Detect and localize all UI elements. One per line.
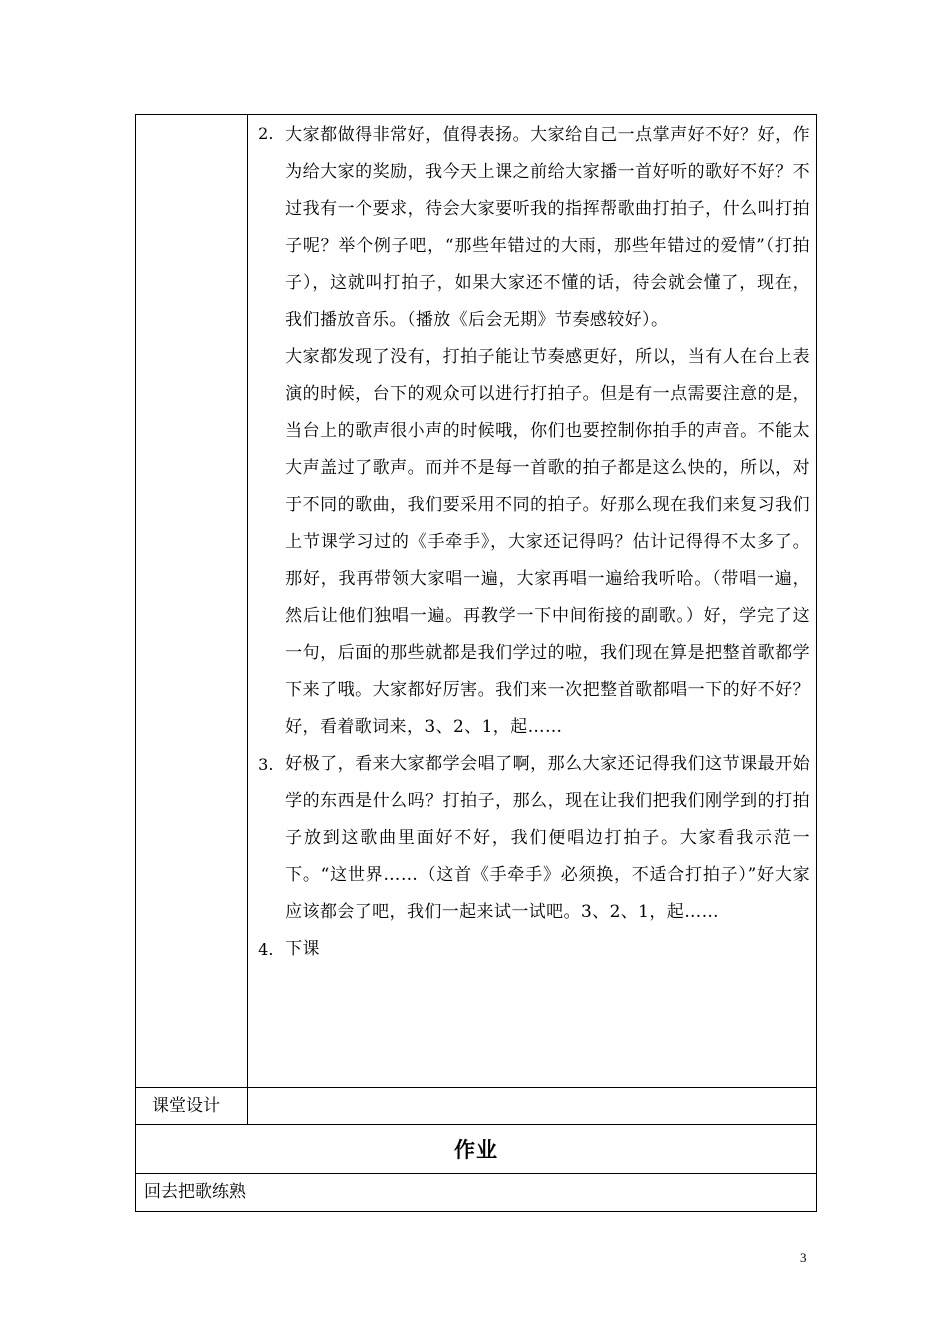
lesson-content-row [136,115,817,1088]
homework-header-row [136,1125,817,1174]
step-paragraph: 大家都做得非常好，值得表扬。大家给自己一点掌声好不好？好，作为给大家的奖励，我今天上课之前给大家播一首好听的歌好不好？不过我有一个要求，待会大家要听我的指挥帮歌曲打拍子，什么叫打拍子呢？举个例子吧，“那些年错过的大雨，那些年错过的爱情”（打拍子），这就叫打拍子，如果大家还不懂的话，待会就会懂了，现在，我们播放音乐。（播放《后会无期》节奏感较好）。 [285,125,810,330]
step-paragraph: 好极了，看来大家都学会唱了啊，那么大家还记得我们这节课最开始学的东西是什么吗？打拍子，那么，现在让我们把我们刚学到的打拍子放到这歌曲里面好不好，我们便唱边打拍子。大家看我示范一下。“这世界……（这首《手牵手》必须换，不适合打拍子）”好大家应该都会了吧，我们一起来试一试吧。3、2、1，起…… [285,754,810,922]
step-paragraph: 下课 [285,939,320,959]
step-number: 2. [258,124,274,143]
lesson-step [248,931,816,968]
step-number: 4. [258,940,274,959]
class-design-label: 课堂设计 [136,1088,248,1125]
lesson-content-label-cell [136,115,248,1088]
class-design-row [136,1088,817,1125]
lesson-content-cell [248,115,817,1088]
step-paragraph: 大家都发现了没有，打拍子能让节奏感更好，所以，当有人在台上表演的时候，台下的观众可以进行打拍子。但是有一点需要注意的是，当台上的歌声很小声的时候哦，你们也要控制你拍手的声音。不能太大声盖过了歌声。而并不是每一首歌的拍子都是这么快的，所以，对于不同的歌曲，我们要采用不同的拍子。好那么现在我们来复习我们上节课学习过的《手牵手》，大家还记得吗？估计记得得不太多了。那好，我再带领大家唱一遍，大家再唱一遍给我听哈。（带唱一遍，然后让他们独唱一遍。再教学一下中间衔接的副歌。）好，学完了这一句，后面的那些就都是我们学过的啦，我们现在算是把整首歌都学下来了哦。大家都好厉害。我们来一次把整首歌都唱一下的好不好？好，看着歌词来，3、2、1，起…… [285,347,810,737]
step-number: 3. [258,755,274,774]
lesson-step [248,115,816,746]
lesson-step [248,746,816,931]
class-design-value [248,1088,817,1125]
lesson-plan-table [135,114,817,1212]
homework-header: 作业 [136,1125,817,1174]
homework-content-row [136,1174,817,1212]
homework-text: 回去把歌练熟 [136,1174,817,1212]
page-number: 3 [800,1250,807,1265]
lesson-steps-list [248,115,816,968]
